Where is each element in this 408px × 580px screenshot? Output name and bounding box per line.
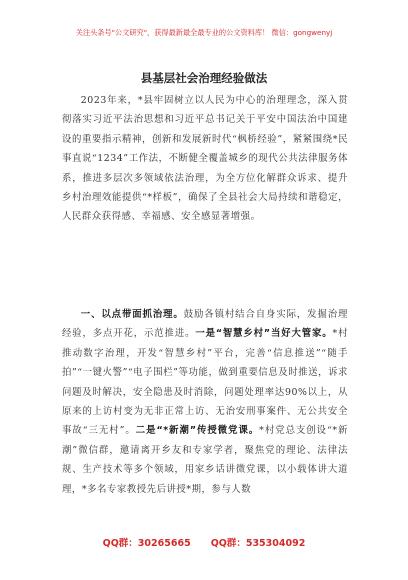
section-text: 鼓励各镇村结合自身实际，发掘治理经验，多点开花，示范推进。 [62,309,348,340]
point-one-text: *村推动数字治理，开发“智慧乡村”平台，完善“信息推送”“随手拍”“一键火警”“电子围栏”等功能，做到重要信息及时推送，诉求问题及时解决，安全隐患及时消除，问题处理率达90%以上，从原来的上访村变为无非正常上访、无治安刑事案件、无公共安全事故“三无村”。 [62,328,348,437]
footer-contact [0,535,408,549]
point-two-heading: 二是“*新潮”传授微党课。 [135,425,260,437]
document-title: 县基层社会治理经验做法 [140,71,268,85]
header-banner: 关注头条号"公文研究"，获得最新最全最专业的公文资料库！ 微信：gongwenyj [75,28,333,37]
point-one-heading: 一是“智慧乡村”当好大管家。 [195,328,333,340]
intro-paragraph: 2023年来，*县牢固树立以人民为中心的治理理念，深入贯彻落实习近平法治思想和习近平总书记关于平安中国法治中国建设的重要指示精神，创新和发展新时代“枫桥经验”，紧紧围绕*民事直说“1234”工作法，不断健全覆盖城乡的现代公共法律服务体系，推进多层次多领域依法治理，为全方位化解群众诉求、提升乡村治理效能提供“*样板”，确保了全县社会大局持续和谐稳定，人民群众获得感、幸福感、安全感显著增强。 [62,95,348,223]
point-two-text: *村党总支创设“*新潮”微信群，邀请离开乡友和专家学者，聚焦党的理论、法律法规、生产技术等多个领域，用家乡话讲微党课，以小载体讲大道理，*多名专家教授先后讲授*期，参与人数 [62,425,348,495]
section-paragraph [62,305,348,499]
footer-qq-group-2: QQ群：535304092 [210,538,306,549]
footer-qq-group-1: QQ群：30265665 [102,538,191,549]
section-heading: 一、以点带面抓治理。 [80,309,184,320]
